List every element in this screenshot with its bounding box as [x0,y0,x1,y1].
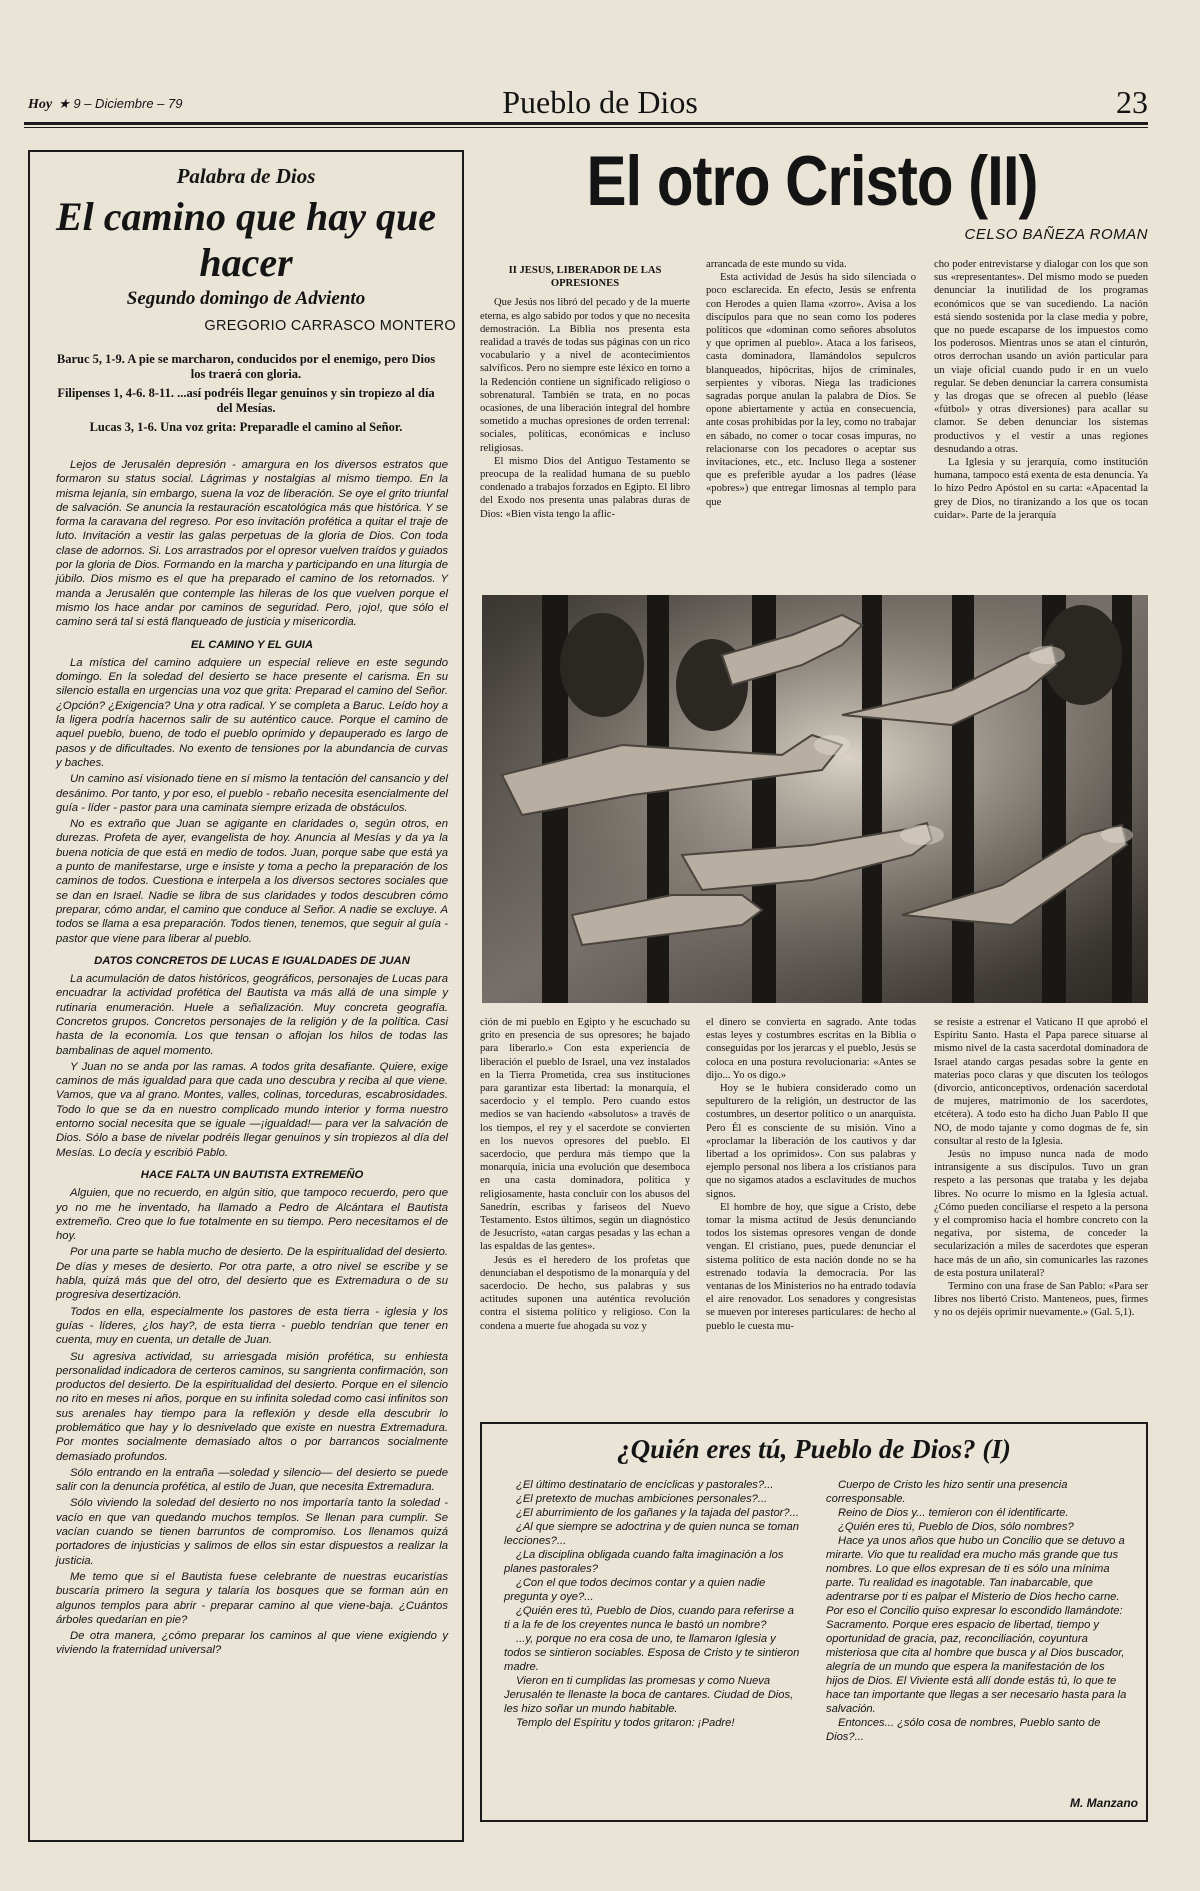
header-rule [24,122,1148,125]
paragraph: el dinero se convierta en sagrado. Ante todas estas leyes y costumbres escritas en la Biblia o conseguidas por los jerarcas y el pueblo, Jesús se coloca en una postura revolucionaria: «Antes se dijo... Yo os digo.» [706,1017,916,1081]
paragraph: Todos en ella, especialmente los pastores de esta tierra - iglesia y los guías - líderes, ¿los hay?, de esta tierra - pueblo tendrían que tener en cuenta, muy en cuenta, un detalle de Juan. [56,1305,448,1347]
issue-date: ★ 9 – Diciembre – 79 [58,96,183,111]
paragraph: Por una parte se habla mucho de desierto. De la espiritualidad del desierto. De días y meses de desierto. Por otra parte, a otro nivel se escribe y se habla, quizá más que del otro, del desierto que es Extremadura o de su progresiva desertización. [56,1246,448,1302]
paragraph: Hace ya unos años que hubo un Concilio que se detuvo a mirarte. Vio que tu realidad era mucho más grande que tus nombres. Lo que ellos expresan de ti es sólo una mínima parte. Tu realidad es inagotable. Tan inabarcable, que adentrarse por ti es palpar el Misterio de Dios hecho carne. Por eso el Concilio quiso expresar lo escondido llamándote: Sacramento. Porque eres espacio de libertad, tiempo y oportunidad de gracia, paz, reconciliación, coyuntura misteriosa que cita al hombre que busca y al Dios buscador, alegría de un mundo que espera la manifestación de los hijos de Dios. El Viviente está allí donde estás tú, lo que te hace tan importante que llegas a ser necesario hasta para la salvación. [826,1535,1127,1715]
logo: Hoy [28,97,53,112]
paragraph: El hombre de hoy, que sigue a Cristo, debe tomar la misma actitud de Jesús denunciando todos los sistemas opresores vengan de donde vengan. El cristiano, pues, puede denunciar el sistema político de esta nación donde no se ha estrenado todavía la democracia. Por las ventanas de los Ministerios no ha entrado todavía el aire renovador. Los senadores y congresistas se mueven por intereses particulares: de hecho al pueblo le cuesta mu- [706,1201,916,1332]
paragraph: Jesús no impuso nunca nada de modo intransigente a sus discípulos. Tuvo un gran respeto a las personas que trataba y les dejaba libres. No ocurre lo mismo en la Iglesia actual. ¿Cómo pueden conciliarse el respeto a la persona y el compromiso hacia el hombre concreto con la negativa, por sistema, de conceder la secularización a miles de sacerdotes que esperan hace más de un año, sin comunicarles las razones de esta postura unilateral? [934,1149,1148,1279]
paragraph: La mística del camino adquiere un especial relieve en este segundo domingo. En la soledad del desierto se hace presente el carisma. En su silencio estalla en urgencias una voz que grita: Preparad el camino del Señor. ¿Opción? ¿Exigencia? Una y otra radical. Y se completa a Baruc. Leído hoy a la ligera podría hacernos salir de su auténtico cauce. Porque el camino de aquel pueblo, bueno, de todo el pueblo oprimido y depauperado es largo de pasos y de dificultades. No exento de tensiones por la abundancia de curvas y baches. [56,656,448,769]
main-author: CELSO BAÑEZA ROMAN [964,226,1148,243]
left-headline: El camino que hay que hacer [55,194,437,285]
paragraph: No es extraño que Juan se agigante en claridades o, según otros, en durezas. Profeta de ayer, evangelista de hoy. Anuncia al Mesías y da ya la buena noticia de que está en medio de todos. Juan, porque sabe que está ya a punto de manifestarse, urge e insiste y toma a pecho la preparación de los caminos de todos. Cuestiona e interpela a los diversos sectores sociales que se dan en Israel. Nadie se libra de sus claridades y todos descubren cómo preparar, cómo andar, el camino que conduce al Señor. A nadie se excluye. A todos se llama a esa preparación. Todos tienen, tenemos, que seguir al guía - pastor que viene para liberar al pueblo. [56,818,448,945]
subheading: HACE FALTA UN BAUTISTA EXTREMEÑO [140,1168,364,1181]
paragraph: ...y, porque no era cosa de uno, te llamaron Iglesia y todos se sintieron sociables. Esposa de Cristo y te sintieron madre. [504,1633,800,1673]
paragraph: ¿El último destinatario de encíclicas y pastorales?... [516,1479,774,1491]
paragraph: Un camino así visionado tiene en sí mismo la tentación del cansancio y del desánimo. Por tanto, y por eso, el pueblo - rebaño necesita esencialmente del guía - líder - pastor para una caminata siempre erizada de obstáculos. [56,773,448,814]
paragraph: Que Jesús nos libró del pecado y de la muerte eterna, es algo sabido por todos y que no necesita demostración. La Biblia nos presenta esta realidad a través de todas sus páginas con un rico vocabulario y a nivel de acontecimientos salvíficos. Pero no siempre este léxico en torno a la Redención contiene un significado religioso o sobrenatural. También se trata, en no pocas ocasiones, de una liberación integral del hombre sometido a muchas opresiones de orden terrenal: sociales, políticas, económicas e incluso religiosas. [480,297,690,454]
paragraph: Esta actividad de Jesús ha sido silenciada o poco esclarecida. En efecto, Jesús se enfrenta con Herodes a quien llama «zorro». Avisa a los discípulos para que no sean como los poderes políticos que «dominan como señores absolutos y que oprimen al pueblo». Ataca a los fariseos, casta dominadora, llamándolos sepulcros blanqueados, hipócritas, hijos de criminales, serpientes y víboras. Niega las tradiciones sagradas porque anulan la palabra de Dios. Se opone abiertamente y actúa en consecuencia, ante cosas prohibidas por la ley, como no trabajar en sábado, no comer o tocar cosas impuras, no relacionarse con los pecadores o aceptar sus invitaciones, etc., etc. Incluso llega a sostener que es preferible ayudar a los padres (léase «pobres») que entregar limosnas al templo para que [706,272,916,508]
page-number: 23 [1116,84,1148,120]
paragraph: Templo del Espíritu y todos gritaron: ¡Padre! [516,1717,735,1729]
header-rule-thin [24,127,1148,128]
main-column-3-bottom [934,1016,1148,1320]
paragraph: ¿La disciplina obligada cuando falta imaginación a los planes pastorales? [504,1549,784,1575]
main-column-1-top [480,258,690,521]
left-kicker: Palabra de Dios [176,164,316,188]
paragraph: Cuerpo de Cristo les hizo sentir una presencia corresponsable. [826,1479,1068,1505]
paragraph: Sólo viviendo la soledad del desierto no nos importaría tanto la soledad - vacío en que van quedando muchos templos. Se llenan para cumplir. Se vacían cuando se tienen barruntos de compromiso. Los llenamos quizá portadores de injusticias y salimos de ellos sin estar dispuestos a realizar la justicia. [56,1497,448,1567]
paragraph: Entonces... ¿sólo cosa de nombres, Pueblo santo de Dios?... [826,1717,1101,1743]
left-subtitle: Segundo domingo de Adviento [126,288,366,309]
main-column-2-top [706,258,916,509]
subheading: DATOS CONCRETOS DE LUCAS E IGUALDADES DE JUAN [94,954,410,967]
main-column-1-bottom [480,1016,690,1333]
paragraph: ¿El pretexto de muchas ambiciones personales?... [516,1493,768,1505]
paragraph: ción de mi pueblo en Egipto y he escuchado su grito en presencia de sus opresores; he bajado para liberarlo.» Con esta experiencia de liberación el pueblo de Israel, una vez instalados en la Tierra Prometida, crea sus instituciones para garantizar esta libertad: la monarquía, el sacerdocio y el templo. Pero cuando estos medios se van haciendo «absolutos» a través de los tiempos, el rey y el sacerdote se convierten en los nuevos opresores del pueblo. El sacerdocio, que perdura más tiempo que la monarquía, inicia una evolución que desemboca en una casta dominadora, política y religiosamente, hasta concluir con los abusos del Sanedrín, escribas y fariseos del Nuevo Testamento. Estos últimos, según un diagnóstico de Jesucristo, «atan cargas pesadas y las echan a las espaldas de las gentes». [480,1017,690,1253]
paragraph: El mismo Dios del Antiguo Testamento se preocupa de la realidad humana de su pueblo condenado a trabajos forzados en Egipto. El libro del Exodo nos presenta unas palabras duras de Dios: «Bien vista tengo la aflic- [480,455,690,520]
paragraph: ¿Con el que todos decimos contar y a quien nadie pregunta y oye?... [504,1577,766,1603]
main-headline: El otro Cristo (II) [586,141,1038,221]
subheading: EL CAMINO Y EL GUIA [190,638,314,651]
sidebar-box-left-column [504,1478,802,1730]
paragraph: ¿Al que siempre se adoctrina y de quien nunca se toman lecciones?... [504,1521,799,1547]
paragraph: Y Juan no se anda por las ramas. A todos grita desafiante. Quiere, exige caminos de más igualdad para que cada uno descubra y reciba al que viene. Vamos, que va al grano. Montes, valles, colinas, torceduras, escabrosidades. Todo lo que se da en nuestro complicado mundo interior y forma nuestro entorno social necesita que se iguale —¡igualdad!— para ver la salvación de Dios. Sólo a base de nivelar podréis llegar genuinos y sin tropiezos al día del Mesías. Lo decía y escribió Pablo. [56,1060,448,1159]
left-author: GREGORIO CARRASCO MONTERO [204,318,456,334]
main-column-2-bottom [706,1016,916,1333]
paragraph: Hoy se le hubiera considerado como un sepulturero de la religión, un destructor de las costumbres, un desertor político o un anarquista. Pero Él es consciente de su misión. Vino a «proclamar la liberación de los cautivos y dar libertad a los oprimidos». Con sus palabras y ejemplo personal nos libera a los cristianos para que no sigamos atados a esclavitudes de muchos signos. [706,1083,916,1200]
paragraph: Me temo que si el Bautista fuese celebrante de nuestras eucaristías buscaría primero la segura y talaría los bosques que se forman aún en algunos templos para abrir - preparar camino al que viene-baja. ¿Cuántos árboles quedarían en pie? [56,1570,448,1626]
section-title: Pueblo de Dios [502,84,698,120]
paragraph: Sólo entrando en la entraña —soledad y silencio— del desierto se puede salir con la denuncia profética, al estilo de Juan, que necesita Extremadura. [56,1466,448,1494]
photo-hands-through-bars [482,595,1148,1003]
paragraph: Alguien, que no recuerdo, en algún sitio, que tampoco recuerdo, pero que yo no me he inventado, ha llamado a Pedro de Alcántara el Bautista extremeño. Creo que lo fue totalmente en su tiempo. Pero necesitamos el de hoy. [56,1187,448,1243]
main-column-3-top [934,258,1148,522]
paragraph: se resiste a estrenar el Vaticano II que aprobó el Espíritu Santo. Hasta el Papa parece situarse al mismo nivel de la casta sacerdotal dominadora de Israel atando cargas pesadas sobre la gente en materias poco claras y que discuten los teólogos (divorcio, anticonceptivos, ordenación sacerdotal de mujeres, matrimonio de los sacerdotes, etcétera). A todo esto ha dicho Juan Pablo II que NO, de modo tajante y como dogmas de fe, sin consultar al resto de la Iglesia. [934,1017,1148,1147]
paragraph: ¿El aburrimiento de los gañanes y la tajada del pastor?... [516,1507,799,1519]
reference-baruc: Baruc 5, 1-9. A pie se marcharon, conducidos por el enemigo, pero Dios los traerá con gloria. [56,352,436,381]
paragraph: De otra manera, ¿cómo preparar los caminos al que viene exigiendo y viviendo la fraternidad universal? [56,1630,448,1657]
paragraph: La acumulación de datos históricos, geográficos, personajes de Lucas para encuadrar la actividad profética del Bautista va más allá de una simple y rutinaria enumeración. Huele a señalización. Muy concreta geografía. Concretos grupos. Concretos personajes de la religión y de la política. Casi hasta de la economía. Los que tensan o aflojan los hilos de todas las bambalinas de aquel momento. [56,973,448,1057]
sidebar-box-signature: M. Manzano [1070,1796,1138,1810]
reference-lucas: Lucas 3, 1-6. Una voz grita: Preparadle el camino al Señor. [89,420,403,434]
paragraph: La Iglesia y su jerarquía, como institución humana, tampoco está exenta de esta denuncia. Ya lo hizo Pedro Apóstol en su carta: «Apacentad la grey de Dios, no tiranizando a los que os tocan cuidar». Parte de la jerarquía [934,457,1148,521]
scripture-references [50,352,442,439]
paragraph: Su agresiva actividad, su arriesgada misión profética, su enhiesta personalidad indicadora de certeros caminos, su sangrienta confirmación, son productos del desierto. De la espiritualidad del desierto. Porque en el silencio no rito en meses ni años, porque en su infinita soledad como casi infinitos son sus arenales hay tiempo para la reflexión y desde ella descubrir lo problemático que hay y lo desnivelado que existe en nuestra Extremadura. Por montes socialmente demasiado altos o por barrancos socialmente demasiado profundos. [56,1350,448,1463]
paragraph: cho poder entrevistarse y dialogar con los que son sus «representantes». Del mismo modo se pueden denunciar la inutilidad de los programas económicos que se van sucediendo. La nación está siendo sostenida por la clase media y pobre, que no puede escaparse de los impuestos como los poderosos. Mientras unos se atan el cinturón, otros derrochan usando un avión particular para un viaje oficial cuando pudo ir en un vuelo regular. Se deben denunciar la carrera consumista y las drogas que se ofrecen al pueblo (léase «fútbol» y otras diversiones) para acallar su clamor. Se deben denunciar los sistemas productivos y el vestir a unas regiones desnudando a otras. [934,259,1148,455]
paragraph: ¿Quién eres tú, Pueblo de Dios, sólo nombres? [838,1521,1074,1533]
paragraph: Reino de Dios y... temieron con él identificarte. [838,1507,1069,1519]
sidebar-box-right-column [826,1478,1130,1744]
paragraph: ¿Quién eres tú, Pueblo de Dios, cuando para referirse a ti a la fe de los creyentes nunca le bastó un nombre? [504,1605,794,1631]
sidebar-box-title: ¿Quién eres tú, Pueblo de Dios? (I) [617,1434,1011,1464]
reference-filipenses: Filipenses 1, 4-6. 8-11. ...así podréis llegar genuinos y sin tropiezo al día del Mesías. [57,386,435,415]
left-article-body [56,458,448,1660]
paragraph: Vieron en ti cumplidas las promesas y como Nueva Jerusalén te llenaste la boca de cantares. Ciudad de Dios, les hizo soñar un mundo habitable. [504,1675,794,1715]
paragraph: Termino con una frase de San Pablo: «Para ser libres nos libertó Cristo. Manteneos, pues, firmes y no os dejéis oprimir nuevamente.» (Gal. 5,1). [934,1281,1148,1319]
paragraph: Jesús es el heredero de los profetas que denunciaban el despotismo de la monarquía y del sacerdocio. De hecho, sus palabras y sus actitudes suponen una auténtica revolución contra el sistema político y religioso. Con la condena a muerte fue ahogada su voz y [480,1254,690,1332]
paragraph: Lejos de Jerusalén depresión - amargura en los diversos estratos que formaron su status social. Lágrimas y nostalgias al mismo tiempo. En la misma lejanía, sin embargo, suena la voz de liberación. Se oye el grito triunfal de salvación. Se anuncia la restauración escatológica más que histórica. Y se forma la caravana del regreso. Por eso invitación profética a quitar el traje de luto. Invitación a vestir las galas perpetuas de la gloria de Dios. Con toda clase de adornos. Si. Los arrastrados por el opresor vuelven traídos y guiados por la gloria de Dios. Formando en la marcha y participando en una liturgia de júbilo. Dios mismo es el que ha preparado el camino de los retornados. Y manda a Jerusalén que contemple las hileras de los que vuelven porque el mismo los hace andar por caminos de seguridad. Pero, ¡ojo!, que sólo el camino será tal si está flanqueado de justicia y misericordia. [56,459,448,629]
paragraph: arrancada de este mundo su vida. [706,259,847,270]
subheading: II JESUS, LIBERADOR DE LAS OPRESIONES [508,265,662,290]
